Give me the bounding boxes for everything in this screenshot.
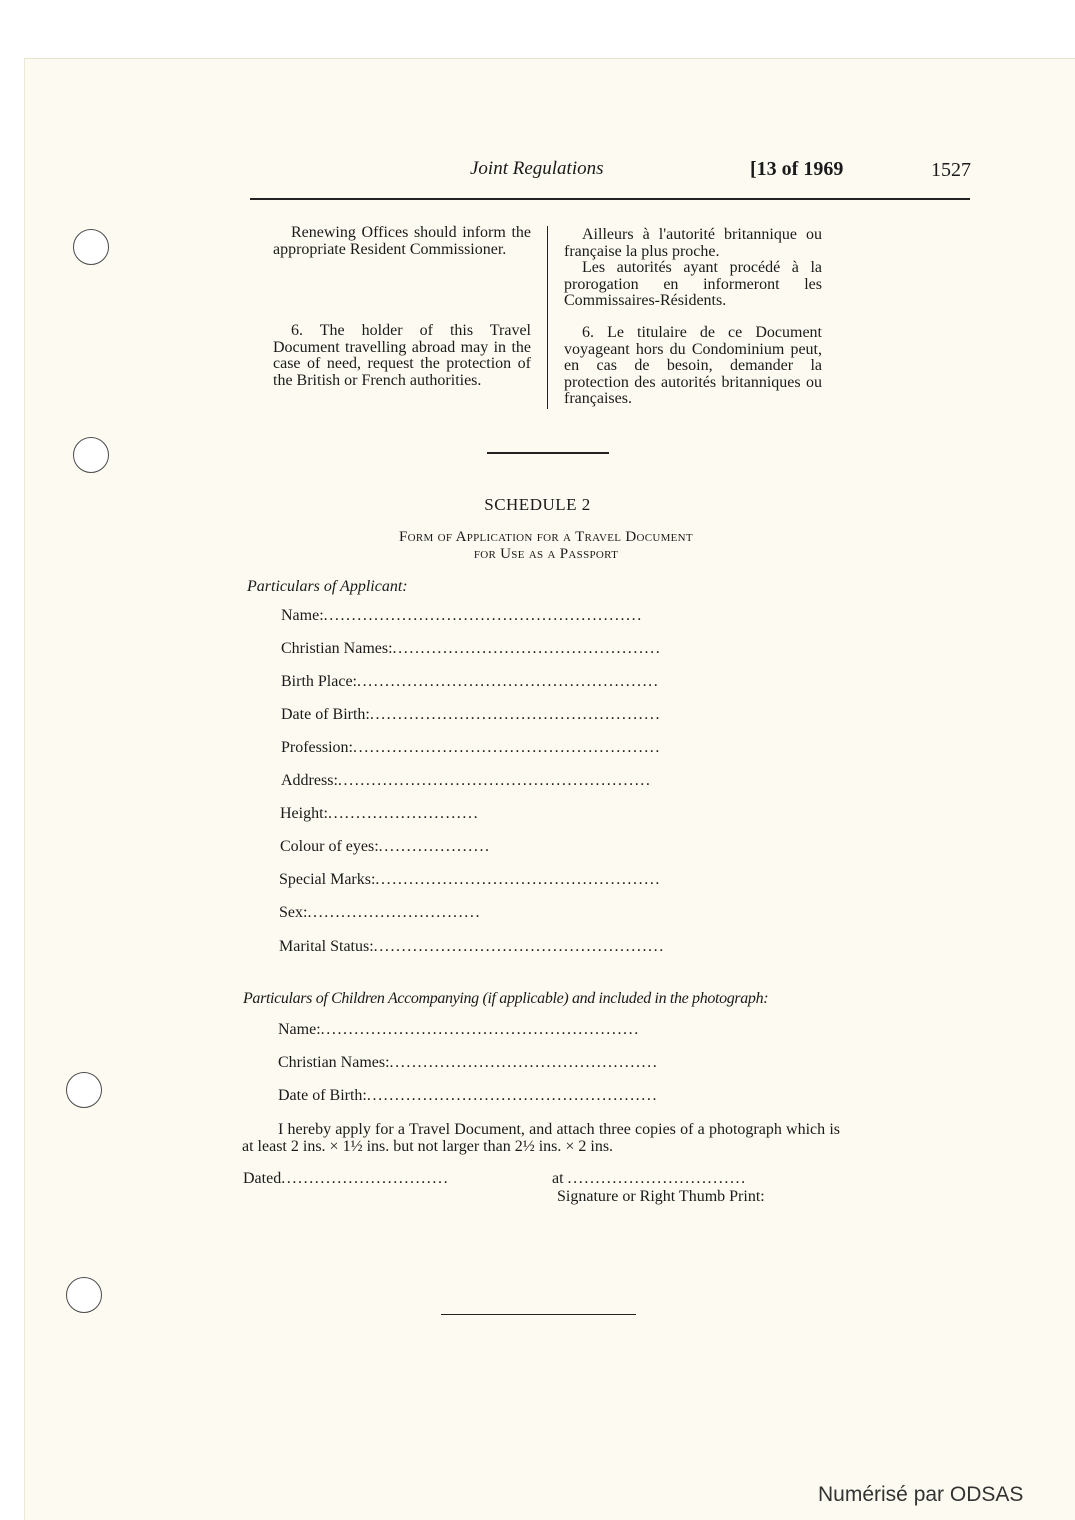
fill-line: ....................: [378, 838, 491, 855]
field-date-of-birth: [281, 706, 661, 724]
fill-line: ....................................................: [366, 1087, 659, 1104]
declaration-text: I hereby apply for a Travel Document, and attach three copies of a photograph which is at least 2 ins. × 1½ ins. but not larger than 2½ ins. × 2 ins.: [242, 1121, 840, 1155]
fill-line: ................................................: [389, 1054, 659, 1071]
field-label: Sex:: [279, 904, 308, 921]
dated-label: Dated: [243, 1170, 282, 1187]
field-label: Address:: [281, 772, 338, 789]
english-para-renewing: Renewing Offices should inform the appropriate Resident Commissioner.: [273, 224, 531, 258]
field-label: Name:: [278, 1021, 321, 1038]
french-para-6: 6. Le titulaire de ce Document voyageant hors du Condominium peut, en cas de besoin, demander la protection des autorités britanniques ou françaises.: [564, 324, 822, 407]
fill-line: ........................................................: [337, 772, 652, 789]
column-divider: [547, 226, 548, 409]
schedule-heading: SCHEDULE 2: [484, 495, 591, 514]
fill-line: ......................................................: [356, 673, 660, 690]
child-field-name: [278, 1021, 640, 1039]
field-label: Christian Names:: [281, 640, 393, 657]
dated-line: [243, 1170, 449, 1188]
field-label: Christian Names:: [278, 1054, 390, 1071]
at-fill-line: ................................: [567, 1170, 747, 1187]
fill-line: ................................................: [392, 640, 662, 657]
field-birth-place: [281, 673, 659, 691]
fill-line: ...............................: [307, 904, 482, 921]
applicant-heading: Particulars of Applicant:: [247, 578, 408, 595]
field-label: Marital Status:: [279, 938, 374, 955]
french-para-autorites: Les autorités ayant procédé à la prorogation en informeront les Commissaires-Résidents.: [564, 259, 822, 309]
french-para-ailleurs: Ailleurs à l'autorité britannique ou française la plus proche.: [564, 226, 822, 260]
fill-line: .........................................................: [323, 607, 643, 624]
binder-hole: [73, 229, 109, 265]
fill-line: ...........................: [328, 805, 480, 822]
field-name: [281, 607, 643, 625]
field-sex: [279, 904, 481, 922]
child-field-date-of-birth: [278, 1087, 658, 1105]
act-reference: [13 of 1969: [750, 158, 844, 180]
field-label: Name:: [281, 607, 324, 624]
signature-label: Signature or Right Thumb Print:: [557, 1188, 765, 1205]
english-column-para2: [273, 323, 531, 389]
binder-hole: [73, 437, 109, 473]
dated-fill-line: ..............................: [281, 1170, 450, 1187]
field-label: Birth Place:: [281, 673, 357, 690]
fill-line: .......................................................: [353, 739, 661, 756]
english-para-6: 6. The holder of this Travel Document travelling abroad may in the case of need, request the protection of the British or French authorities.: [273, 322, 531, 389]
field-colour-of-eyes: [280, 838, 491, 856]
running-title: Joint Regulations: [470, 158, 604, 179]
schedule-subtitle-line1: Form of Application for a Travel Document: [399, 529, 693, 545]
field-marital-status: [279, 938, 665, 956]
french-column-para1: [564, 227, 822, 310]
schedule-subtitle-line2: for Use as a Passport: [473, 546, 619, 562]
french-column-para2: [564, 325, 822, 408]
fill-line: ....................................................: [369, 706, 662, 723]
fill-line: .........................................................: [320, 1021, 640, 1038]
declaration-paragraph: [242, 1121, 840, 1155]
field-profession: [281, 739, 661, 757]
digitization-watermark: Numérisé par ODSAS: [818, 1483, 1024, 1506]
section-rule: [487, 452, 609, 454]
fill-line: ....................................................: [373, 938, 665, 955]
english-column-para1: [273, 225, 531, 258]
page-number: 1527: [931, 159, 971, 181]
field-label: Special Marks:: [279, 871, 376, 888]
field-label: Date of Birth:: [281, 706, 370, 723]
child-field-christian-names: [278, 1054, 658, 1072]
header-rule: [250, 198, 970, 200]
field-height: [280, 805, 479, 823]
field-label: Colour of eyes:: [280, 838, 379, 855]
closing-rule: [441, 1314, 636, 1315]
field-label: Profession:: [281, 739, 353, 756]
children-heading: Particulars of Children Accompanying (if applicable) and included in the photograph:: [243, 990, 769, 1007]
binder-hole: [66, 1277, 102, 1313]
binder-hole: [66, 1072, 102, 1108]
field-special-marks: [279, 871, 661, 889]
at-line: [552, 1170, 747, 1188]
field-label: Height:: [280, 805, 328, 822]
field-address: [281, 772, 652, 790]
at-label: at: [552, 1170, 564, 1187]
field-label: Date of Birth:: [278, 1087, 367, 1104]
field-christian-names: [281, 640, 661, 658]
fill-line: ...................................................: [375, 871, 662, 888]
